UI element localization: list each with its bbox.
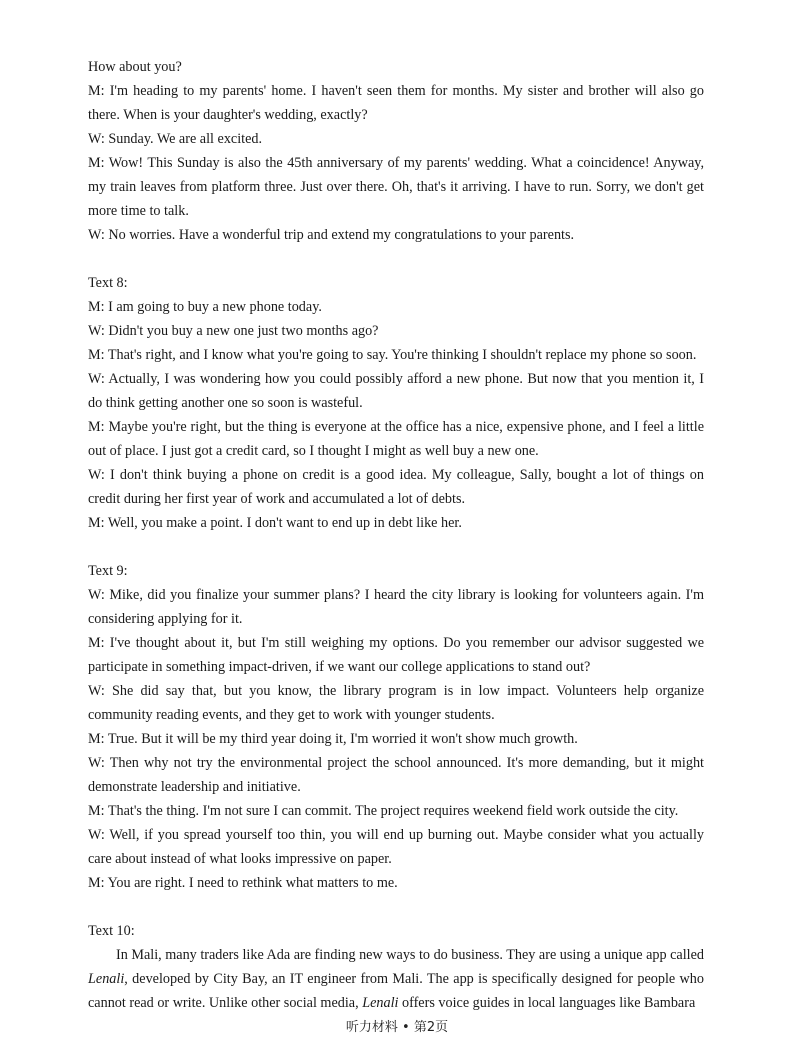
dialogue-line: How about you? [88,59,182,75]
page-footer: 听力材料 • 第2页 [345,1020,449,1035]
dialogue-line: W: I don't think buying a phone on credit is a good idea. My colleague, Sally, bought a lot of things on credit during her first year of work and accumulated a lot of debts. [88,467,704,507]
dialogue-line: M: Well, you make a point. I don't want to end up in debt like her. [88,515,462,531]
passage-paragraph [88,943,704,1015]
dialogue-line: W: Sunday. We are all excited. [88,131,263,147]
dialogue-line: W: Then why not try the environmental project the school announced. It's more demanding, but it might demonstrate leadership and initiative. [88,755,704,795]
dialogue-line: W: Well, if you spread yourself too thin, you will end up burning out. Maybe consider what you actually care about instead of what looks impressive on paper. [88,827,704,867]
dialogue-line: M: Wow! This Sunday is also the 45th anniversary of my parents' wedding. What a coincidence! Anyway, my train leaves from platform three. Just over there. Oh, that's it arriving. I have to run. Sorry, we don't get more time to talk. [88,155,704,219]
app-name: Lenali [88,971,125,987]
dialogue-line: M: True. But it will be my third year doing it, I'm worried it won't show much growth. [88,731,578,747]
dialogue-line: W: Mike, did you finalize your summer plans? I heard the city library is looking for volunteers again. I'm considering applying for it. [88,587,704,627]
dialogue-line: W: Actually, I was wondering how you could possibly afford a new phone. But now that you mention it, I do think getting another one so soon is wasteful. [88,371,704,411]
section-heading-text-10: Text 10: [88,923,135,939]
dialogue-line: W: She did say that, but you know, the library program is in low impact. Volunteers help organize community reading events, and they get to work with younger students. [88,683,704,723]
dialogue-line: W: No worries. Have a wonderful trip and extend my congratulations to your parents. [88,227,575,243]
app-name: Lenali [362,995,399,1011]
dialogue-line: M: I'm heading to my parents' home. I haven't seen them for months. My sister and brother will also go there. When is your daughter's wedding, exactly? [88,83,704,123]
passage-text: , developed by City Bay, an IT engineer from Mali. The app is specifically designed for people who cannot read or write. Unlike other social media, [88,971,704,1011]
dialogue-line: M: I've thought about it, but I'm still weighing my options. Do you remember our advisor suggested we participate in something impact-driven, if we want our college applications to stand out? [88,635,704,675]
dialogue-line: M: You are right. I need to rethink what matters to me. [88,875,398,891]
dialogue-line: W: Didn't you buy a new one just two months ago? [88,323,379,339]
dialogue-line: M: I am going to buy a new phone today. [88,299,322,315]
passage-text: offers voice guides in local languages like Bambara [398,995,696,1011]
dialogue-line: M: That's right, and I know what you're going to say. You're thinking I shouldn't replace my phone so soon. [88,347,697,363]
section-heading-text-8: Text 8: [88,275,128,291]
dialogue-line: M: That's the thing. I'm not sure I can commit. The project requires weekend field work outside the city. [88,803,679,819]
transcript-page [88,55,704,1015]
section-heading-text-9: Text 9: [88,563,128,579]
passage-text: In Mali, many traders like Ada are finding new ways to do business. They are using a unique app called [116,947,704,963]
dialogue-line: M: Maybe you're right, but the thing is everyone at the office has a nice, expensive phone, and I feel a little out of place. I just got a credit card, so I thought I might as well buy a new one. [88,419,704,459]
